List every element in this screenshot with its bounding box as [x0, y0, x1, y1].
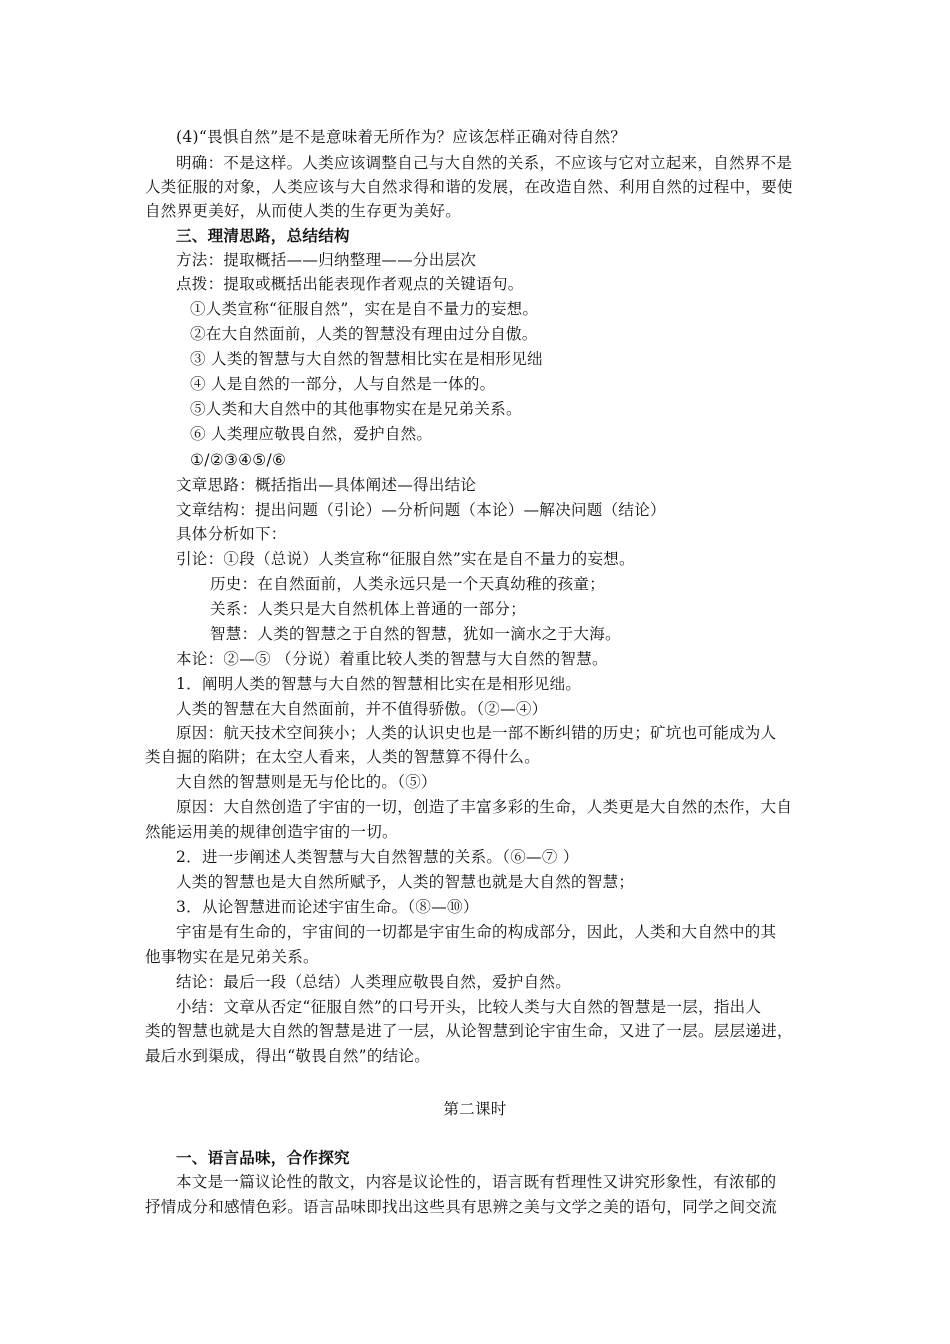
summary-line: 类的智慧也就是大自然的智慧是进了一层，从论智慧到论宇宙生命，又进了一层。层层递进， [145, 1022, 793, 1040]
tip-line: 点拨：提取或概括出能表现作者观点的关键语句。 [176, 275, 524, 293]
paragraph-line: 大自然的智慧则是无与伦比的。（⑤） [176, 773, 437, 791]
sub-point: 历史：在自然面前，人类永远只是一个天真幼稚的孩童； [210, 575, 606, 593]
article-structure: 文章结构：提出问题（引论）—分析问题（本论）—解决问题（结论） [176, 501, 666, 519]
key-sentence: ②在大自然面前，人类的智慧没有理由过分自傲。 [190, 325, 538, 343]
paragraph-line: 人类的智慧也是大自然所赋予，人类的智慧也就是大自然的智慧； [176, 873, 635, 891]
body-line: 本论：②—⑤ （分说）着重比较人类的智慧与大自然的智慧。 [176, 650, 608, 668]
answer-line: 明确：不是这样。人类应该调整自己与大自然的关系，不应该与它对立起来，自然界不是 [176, 154, 793, 172]
sub-point: 智慧：人类的智慧之于自然的智慧，犹如一滴水之于大海。 [210, 625, 621, 643]
summary-line: 小结：文章从否定“征服自然”的口号开头，比较人类与大自然的智慧是一层，指出人 [176, 998, 762, 1016]
analysis-intro: 具体分析如下： [176, 525, 287, 543]
article-idea: 文章思路：概括指出—具体阐述—得出结论 [176, 476, 477, 494]
paragraph-line: 他事物实在是兄弟关系。 [145, 948, 319, 966]
key-sentence: ⑥ 人类理应敬畏自然，爱护自然。 [190, 425, 433, 443]
numbered-point: 1．阐明人类的智慧与大自然的智慧相比实在是相形见绌。 [176, 675, 582, 693]
lesson-title: 第二课时 [443, 1100, 507, 1118]
structure-division: ①/②③④⑤/⑥ [190, 451, 287, 469]
key-sentence: ③ 人类的智慧与大自然的智慧相比实在是相形见绌 [190, 350, 543, 368]
introduction-line: 引论：①段（总说）人类宣称“征服自然”实在是自不量力的妄想。 [176, 550, 635, 568]
section-heading: 一、语言品味，合作探究 [176, 1148, 350, 1167]
conclusion-line: 结论：最后一段（总结）人类理应敬畏自然，爱护自然。 [176, 973, 572, 991]
key-sentence: ①人类宣称“征服自然”，实在是自不量力的妄想。 [190, 300, 539, 318]
paragraph-line: 原因：大自然创造了宇宙的一切，创造了丰富多彩的生命，人类更是大自然的杰作，大自 [176, 798, 793, 816]
paragraph-line: 宇宙是有生命的，宇宙间的一切都是宇宙生命的构成部分，因此，人类和大自然中的其 [176, 923, 777, 941]
answer-line: 自然界更美好，从而使人类的生存更为美好。 [145, 202, 462, 220]
paragraph-line: 然能运用美的规律创造宇宙的一切。 [145, 823, 398, 841]
summary-line: 最后水到渠成，得出“敬畏自然”的结论。 [145, 1047, 431, 1065]
method-line: 方法：提取概括——归纳整理——分出层次 [176, 251, 477, 269]
paragraph-line: 本文是一篇议论性的散文，内容是议论性的，语言既有哲理性又讲究形象性，有浓郁的 [176, 1173, 777, 1191]
key-sentence: ④ 人是自然的一部分，人与自然是一体的。 [190, 375, 496, 393]
sub-point: 关系：人类只是大自然机体上普通的一部分； [210, 600, 527, 618]
paragraph-line: 人类的智慧在大自然面前，并不值得骄傲。（②—④） [176, 700, 548, 718]
numbered-point: 3．从论智慧进而论述宇宙生命。（⑧—⑩） [176, 898, 479, 916]
question-4: (4)“畏惧自然”是不是意味着无所作为？应该怎样正确对待自然？ [176, 128, 627, 146]
paragraph-line: 类自掘的陷阱；在太空人看来，人类的智慧算不得什么。 [145, 748, 541, 766]
numbered-point: 2．进一步阐述人类智慧与大自然智慧的关系。（⑥—⑦ ） [176, 848, 579, 866]
section-heading: 三、理清思路，总结结构 [176, 226, 350, 245]
key-sentence: ⑤人类和大自然中的其他事物实在是兄弟关系。 [190, 400, 522, 418]
paragraph-line: 原因：航天技术空间狭小；人类的认识史也是一部不断纠错的历史；矿坑也可能成为人 [176, 724, 777, 742]
answer-line: 人类征服的对象，人类应该与大自然求得和谐的发展，在改造自然、利用自然的过程中，要使 [145, 178, 793, 196]
paragraph-line: 抒情成分和感情色彩。语言品味即找出这些具有思辨之美与文学之美的语句，同学之间交流 [145, 1198, 778, 1216]
